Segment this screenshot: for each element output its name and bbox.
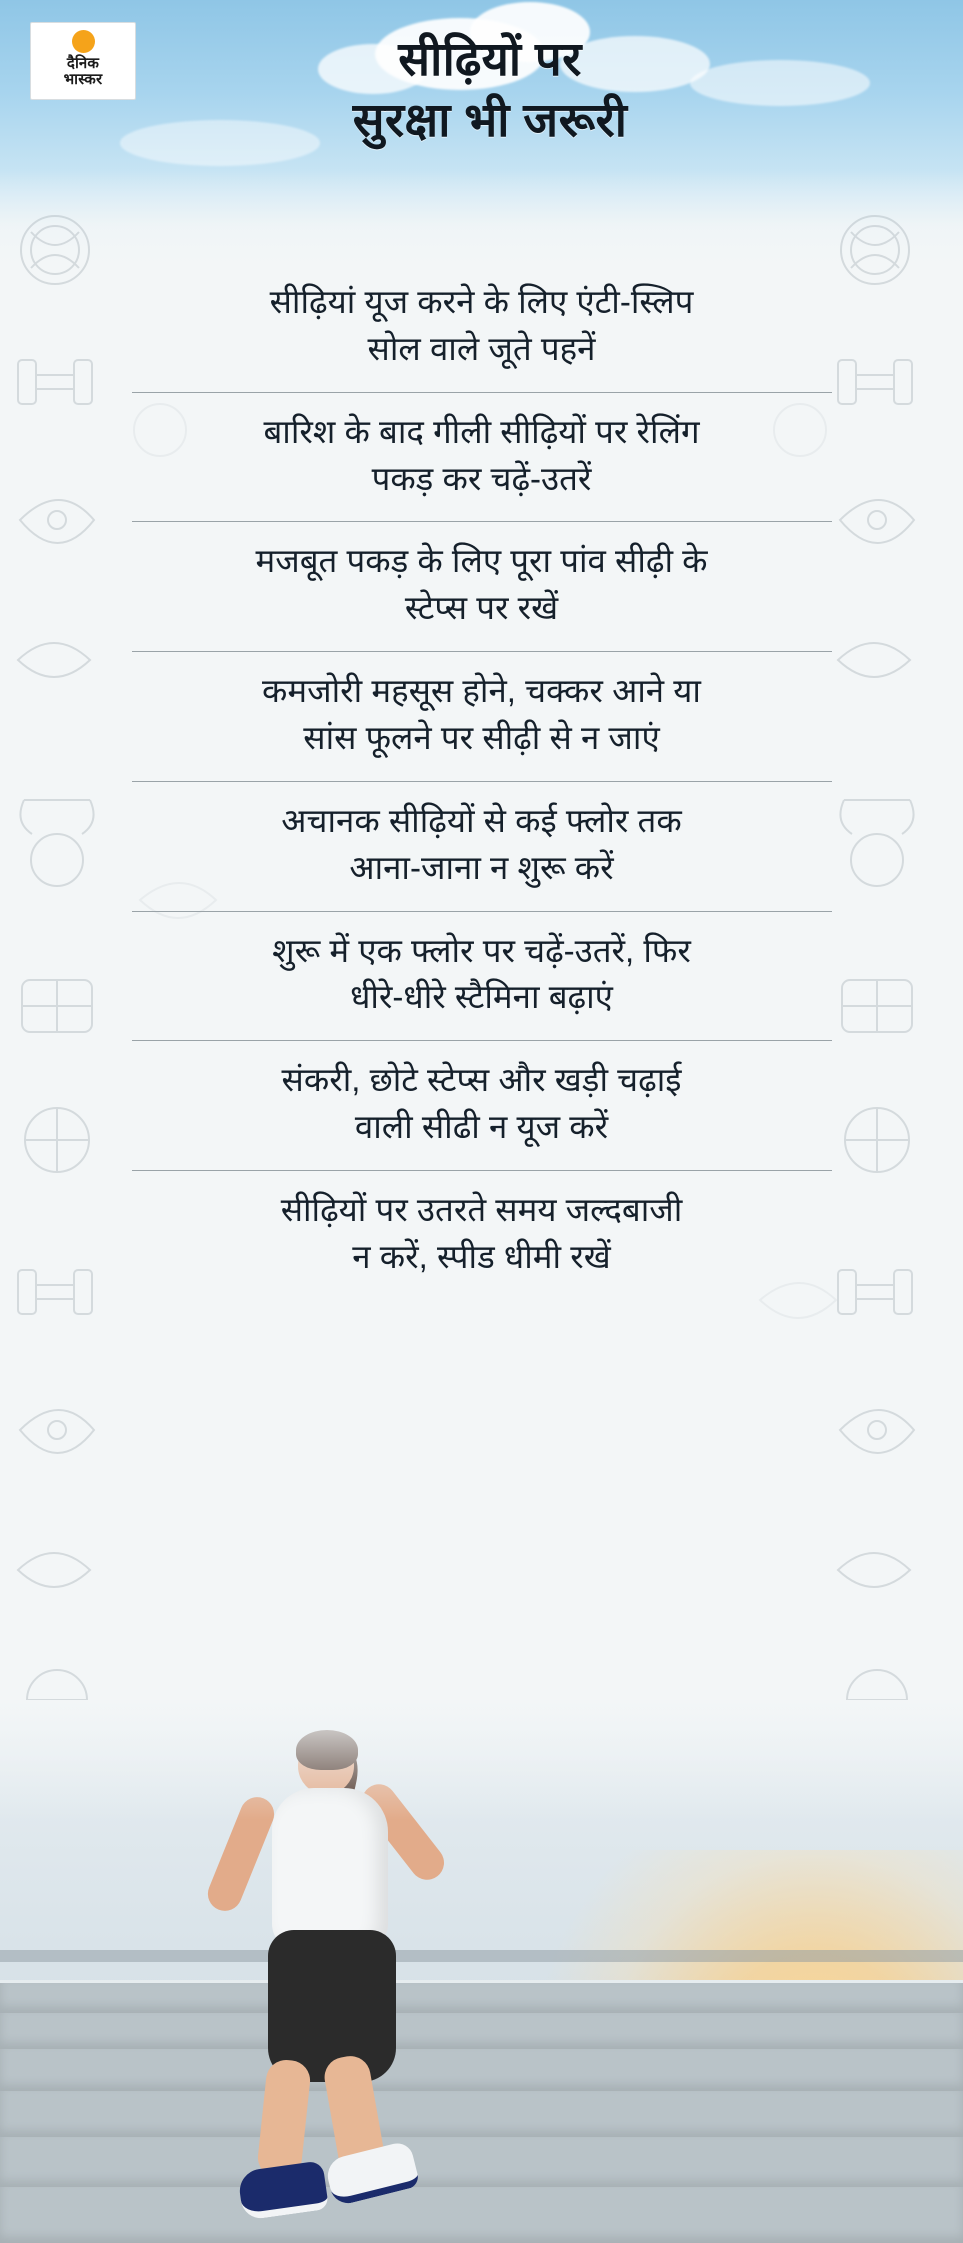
tip-line1: शुरू में एक फ्लोर पर चढ़ें-उतरें, फिर xyxy=(272,931,691,969)
tip-line2: सोल वाले जूते पहनें xyxy=(367,329,596,367)
page-title-line1: सीढ़ियों पर xyxy=(398,32,582,85)
runner-shoe-left xyxy=(237,2160,329,2220)
stair-step xyxy=(0,2134,963,2187)
tip-line2: धीरे-धीरे स्टैमिना बढ़ाएं xyxy=(350,978,613,1016)
tip-line2: आना-जाना न शुरू करें xyxy=(349,848,614,886)
page-title xyxy=(160,28,820,150)
photo-top-fade xyxy=(0,1700,963,1820)
stair-step xyxy=(0,2010,963,2049)
sun-icon xyxy=(72,30,95,53)
staircase xyxy=(0,1953,963,2243)
tip-line1: सीढ़ियां यूज करने के लिए एंटी-स्लिप xyxy=(269,283,694,320)
tip-line1: सीढ़ियों पर उतरते समय जल्दबाजी xyxy=(280,1191,683,1229)
list-item xyxy=(112,1170,852,1300)
tip-line1: बारिश के बाद गीली सीढ़ियों पर रेलिंग xyxy=(263,412,700,450)
tip-line1: संकरी, छोटे स्टेप्स और खड़ी चढ़ाई xyxy=(281,1061,682,1099)
stairs-runner-photo xyxy=(0,1700,963,2243)
tip-line1: कमजोरी महसूस होने, चक्कर आने या xyxy=(262,672,701,710)
list-item xyxy=(112,392,852,522)
tip-line2: वाली सीढी न यूज करें xyxy=(354,1108,609,1146)
stair-step xyxy=(0,2046,963,2091)
brand-logo-line1: दैनिक xyxy=(66,55,100,72)
sky-fade-overlay xyxy=(0,170,963,265)
brand-logo-line2: भास्कर xyxy=(63,71,103,89)
brand-logo xyxy=(30,22,136,100)
stair-step xyxy=(0,2088,963,2137)
runner-leg-left xyxy=(256,2058,312,2180)
list-item xyxy=(112,651,852,781)
tip-line2: स्टेप्स पर रखें xyxy=(404,589,559,627)
tip-line2: न करें, स्पीड धीमी रखें xyxy=(352,1237,611,1275)
list-item xyxy=(112,521,852,651)
list-item xyxy=(112,262,852,392)
stair-step xyxy=(0,1980,963,2013)
tips-list xyxy=(0,262,963,1300)
tip-line1: अचानक सीढ़ियों से कई फ्लोर तक xyxy=(281,801,682,839)
list-item xyxy=(112,781,852,911)
list-item xyxy=(112,1040,852,1170)
tip-line2: पकड़ कर चढ़ें-उतरें xyxy=(371,459,592,497)
tip-line1: मजबूत पकड़ के लिए पूरा पांव सीढ़ी के xyxy=(255,542,708,580)
page-title-line2: सुरक्षा भी जरूरी xyxy=(352,93,628,147)
list-item xyxy=(112,911,852,1041)
tip-line2: सांस फूलने पर सीढ़ी से न जाएं xyxy=(303,719,660,757)
stair-step xyxy=(0,2184,963,2243)
